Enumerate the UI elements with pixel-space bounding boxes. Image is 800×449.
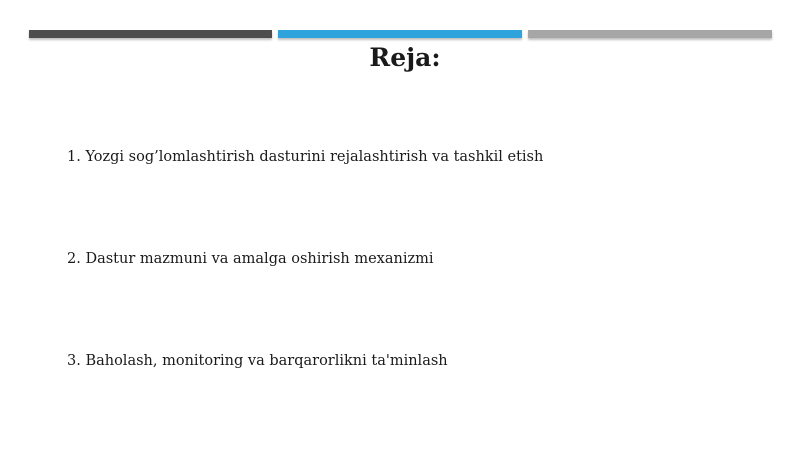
plan-item-2: 2. Dastur mazmuni va amalga oshirish mexanizmi	[67, 251, 434, 267]
accent-bar-gray	[528, 30, 772, 38]
accent-bar-blue	[278, 30, 522, 38]
plan-item-1: 1. Yozgi sog’lomlashtirish dasturini rejalashtirish va tashkil etish	[67, 149, 544, 165]
plan-item-3: 3. Baholash, monitoring va barqarorlikni ta'minlash	[67, 353, 448, 369]
header-accent-bars	[29, 30, 772, 38]
slide-title: Reja:	[369, 43, 441, 72]
accent-bar-dark	[29, 30, 272, 38]
